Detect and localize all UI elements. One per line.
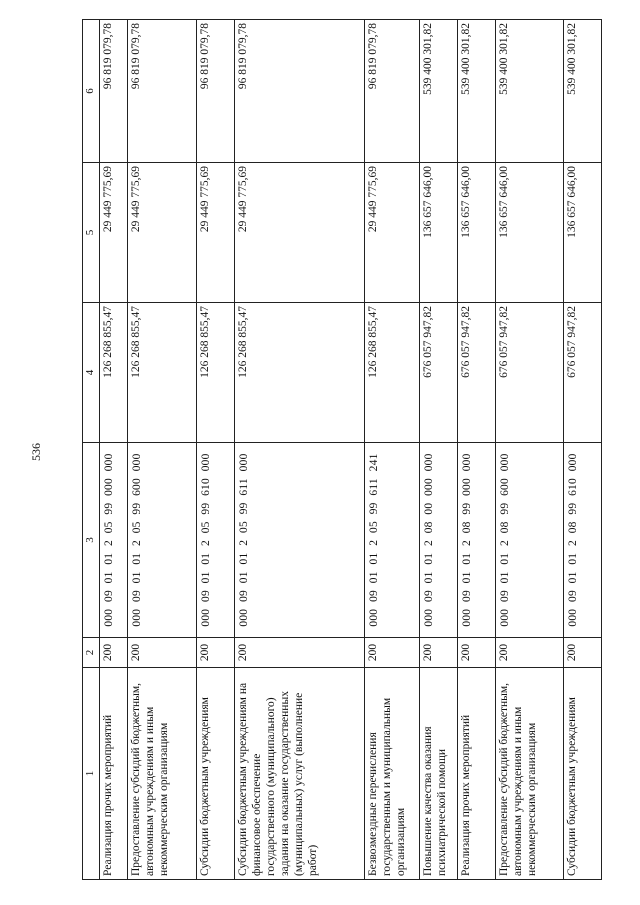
code-segment: 000 (237, 608, 250, 627)
classification-code (459, 446, 475, 634)
code-segment: 000 (567, 608, 580, 627)
row-code-200-cell: 200 (234, 638, 365, 668)
row-amount-col5-cell: 29 449 775,69 (365, 163, 420, 303)
table-row (234, 20, 365, 880)
code-segment: 000 (131, 608, 144, 627)
code-segment: 610 (199, 478, 212, 496)
table-row (128, 20, 197, 880)
row-classification-code-cell (99, 443, 128, 638)
row-classification-code-cell (365, 443, 420, 638)
header-cell: 2 (83, 638, 100, 668)
code-segment: 09 (498, 590, 511, 602)
code-segment: 01 (461, 552, 474, 565)
row-amount-col5-cell: 29 449 775,69 (196, 163, 234, 303)
code-segment: 99 (368, 502, 381, 515)
row-amount-col4-cell: 126 268 855,47 (234, 303, 365, 443)
code-segment: 01 (237, 571, 250, 584)
code-segment: 611 (368, 478, 381, 496)
code-segment: 000 (567, 453, 580, 472)
code-segment: 09 (368, 590, 381, 602)
row-amount-col5-cell: 29 449 775,69 (234, 163, 365, 303)
code-segment: 99 (567, 502, 580, 515)
row-amount-col4-cell: 126 268 855,47 (128, 303, 197, 443)
row-classification-code-cell (495, 443, 564, 638)
row-amount-col6-cell: 96 819 079,78 (196, 20, 234, 163)
row-code-200-cell: 200 (495, 638, 564, 668)
table-row (458, 20, 496, 880)
code-segment: 000 (102, 478, 115, 496)
classification-code (198, 446, 214, 634)
code-segment: 05 (102, 521, 115, 534)
code-segment: 000 (461, 478, 474, 496)
code-segment: 01 (423, 552, 436, 565)
code-segment: 2 (368, 539, 381, 546)
table-row (365, 20, 420, 880)
code-segment: 01 (567, 571, 580, 584)
code-segment: 000 (102, 453, 115, 472)
code-segment: 000 (368, 608, 381, 627)
row-code-200-cell: 200 (99, 638, 128, 668)
code-segment: 05 (368, 521, 381, 533)
row-code-200-cell: 200 (128, 638, 197, 668)
code-segment: 99 (199, 502, 212, 515)
row-amount-col4-cell: 676 057 947,82 (495, 303, 564, 443)
table-row (99, 20, 128, 880)
row-name-cell: Субсидии бюджетным учреждениям (564, 668, 602, 880)
code-segment: 000 (102, 608, 115, 627)
code-segment: 99 (237, 502, 250, 515)
table-row (495, 20, 564, 880)
header-cell: 1 (83, 668, 100, 880)
code-segment: 01 (131, 571, 144, 584)
row-amount-col4-cell: 126 268 855,47 (365, 303, 420, 443)
row-amount-col4-cell: 676 057 947,82 (564, 303, 602, 443)
code-segment: 01 (368, 552, 381, 565)
row-amount-col4-cell: 126 268 855,47 (196, 303, 234, 443)
code-segment: 000 (461, 608, 474, 627)
row-classification-code-cell (564, 443, 602, 638)
row-amount-col4-cell: 676 057 947,82 (458, 303, 496, 443)
row-amount-col6-cell: 539 400 301,82 (420, 20, 458, 163)
row-name-cell: Реализация прочих мероприятий (99, 668, 128, 880)
row-code-200-cell: 200 (564, 638, 602, 668)
classification-code (565, 446, 581, 634)
code-segment: 01 (423, 571, 436, 584)
table-row (196, 20, 234, 880)
code-segment: 000 (237, 453, 250, 472)
classification-code (236, 446, 252, 634)
code-segment: 99 (131, 502, 144, 515)
code-segment: 000 (423, 453, 436, 472)
code-segment: 241 (368, 453, 381, 472)
row-amount-col6-cell: 96 819 079,78 (128, 20, 197, 163)
code-segment: 01 (102, 552, 115, 565)
code-segment: 05 (199, 521, 212, 534)
code-segment: 000 (199, 453, 212, 472)
row-name-cell: Субсидии бюджетным учреждениям на финансовое обеспечение государственного (муниципального) задания на оказание государственных (муниципальных) услуг (выполнение работ) (234, 668, 365, 880)
header-cell: 5 (83, 163, 100, 303)
code-segment: 000 (423, 478, 436, 496)
code-segment: 2 (498, 540, 511, 546)
code-segment: 08 (461, 521, 474, 534)
row-amount-col5-cell: 29 449 775,69 (99, 163, 128, 303)
code-segment: 000 (131, 453, 144, 472)
code-segment: 09 (199, 590, 212, 602)
code-segment: 01 (199, 552, 212, 565)
row-classification-code-cell (420, 443, 458, 638)
row-amount-col5-cell: 29 449 775,69 (128, 163, 197, 303)
code-segment: 99 (461, 502, 474, 515)
row-amount-col6-cell: 539 400 301,82 (495, 20, 564, 163)
code-segment: 611 (237, 478, 250, 496)
code-segment: 610 (567, 478, 580, 496)
code-segment: 08 (567, 521, 580, 534)
header-cell: 3 (83, 443, 100, 638)
row-amount-col6-cell: 539 400 301,82 (564, 20, 602, 163)
code-segment: 2 (131, 540, 144, 546)
code-segment: 05 (237, 521, 250, 533)
row-amount-col4-cell: 126 268 855,47 (99, 303, 128, 443)
row-amount-col5-cell: 136 657 646,00 (495, 163, 564, 303)
row-name-cell: Повышение качества оказания психиатрической помощи (420, 668, 458, 880)
row-classification-code-cell (234, 443, 365, 638)
row-amount-col6-cell: 96 819 079,78 (365, 20, 420, 163)
code-segment: 2 (237, 539, 250, 546)
row-code-200-cell: 200 (365, 638, 420, 668)
code-segment: 2 (102, 540, 115, 546)
classification-code (421, 446, 437, 634)
classification-code (366, 446, 382, 634)
row-amount-col6-cell: 96 819 079,78 (234, 20, 365, 163)
code-segment: 05 (131, 521, 144, 534)
code-segment: 000 (199, 608, 212, 627)
code-segment: 01 (567, 552, 580, 565)
code-segment: 600 (131, 478, 144, 496)
code-segment: 01 (131, 552, 144, 565)
code-segment: 000 (423, 608, 436, 627)
code-segment: 99 (102, 502, 115, 515)
code-segment: 09 (102, 590, 115, 602)
code-segment: 000 (498, 608, 511, 627)
header-row (83, 20, 100, 880)
code-segment: 2 (461, 540, 474, 546)
code-segment: 99 (498, 502, 511, 515)
code-segment: 2 (199, 540, 212, 546)
code-segment: 01 (498, 571, 511, 584)
budget-table-rotated (82, 20, 602, 880)
code-segment: 00 (423, 502, 436, 515)
row-amount-col5-cell: 136 657 646,00 (420, 163, 458, 303)
row-amount-col4-cell: 676 057 947,82 (420, 303, 458, 443)
row-code-200-cell: 200 (458, 638, 496, 668)
code-segment: 01 (498, 552, 511, 565)
classification-code (129, 446, 145, 634)
code-segment: 09 (567, 590, 580, 602)
row-amount-col5-cell: 136 657 646,00 (458, 163, 496, 303)
code-segment: 09 (237, 590, 250, 602)
code-segment: 09 (131, 590, 144, 602)
row-name-cell: Безвозмездные перечисления государственным и муниципальным организациям (365, 668, 420, 880)
code-segment: 000 (461, 453, 474, 472)
classification-code (101, 446, 117, 634)
code-segment: 2 (567, 540, 580, 546)
code-segment: 09 (461, 590, 474, 602)
row-amount-col6-cell: 96 819 079,78 (99, 20, 128, 163)
table-row (564, 20, 602, 880)
header-cell: 4 (83, 303, 100, 443)
code-segment: 01 (368, 571, 381, 584)
page-number: 536 (29, 443, 43, 461)
classification-code (497, 446, 513, 634)
row-name-cell: Предоставление субсидий бюджетным, автономным учреждениям и иным некоммерческим организациям (495, 668, 564, 880)
code-segment: 600 (498, 478, 511, 496)
code-segment: 01 (461, 571, 474, 584)
budget-table (82, 19, 602, 880)
row-classification-code-cell (196, 443, 234, 638)
code-segment: 08 (423, 521, 436, 534)
code-segment: 01 (199, 571, 212, 584)
row-code-200-cell: 200 (196, 638, 234, 668)
row-classification-code-cell (458, 443, 496, 638)
row-amount-col5-cell: 136 657 646,00 (564, 163, 602, 303)
code-segment: 01 (237, 552, 250, 565)
row-classification-code-cell (128, 443, 197, 638)
code-segment: 08 (498, 521, 511, 534)
code-segment: 2 (423, 540, 436, 546)
code-segment: 01 (102, 571, 115, 584)
code-segment: 000 (498, 453, 511, 472)
row-name-cell: Реализация прочих мероприятий (458, 668, 496, 880)
table-row (420, 20, 458, 880)
row-code-200-cell: 200 (420, 638, 458, 668)
row-name-cell: Предоставление субсидий бюджетным, автономным учреждениям и иным некоммерческим организациям (128, 668, 197, 880)
budget-table-frame (82, 20, 602, 880)
row-name-cell: Субсидии бюджетным учреждениям (196, 668, 234, 880)
header-cell: 6 (83, 20, 100, 163)
row-amount-col6-cell: 539 400 301,82 (458, 20, 496, 163)
code-segment: 09 (423, 590, 436, 602)
